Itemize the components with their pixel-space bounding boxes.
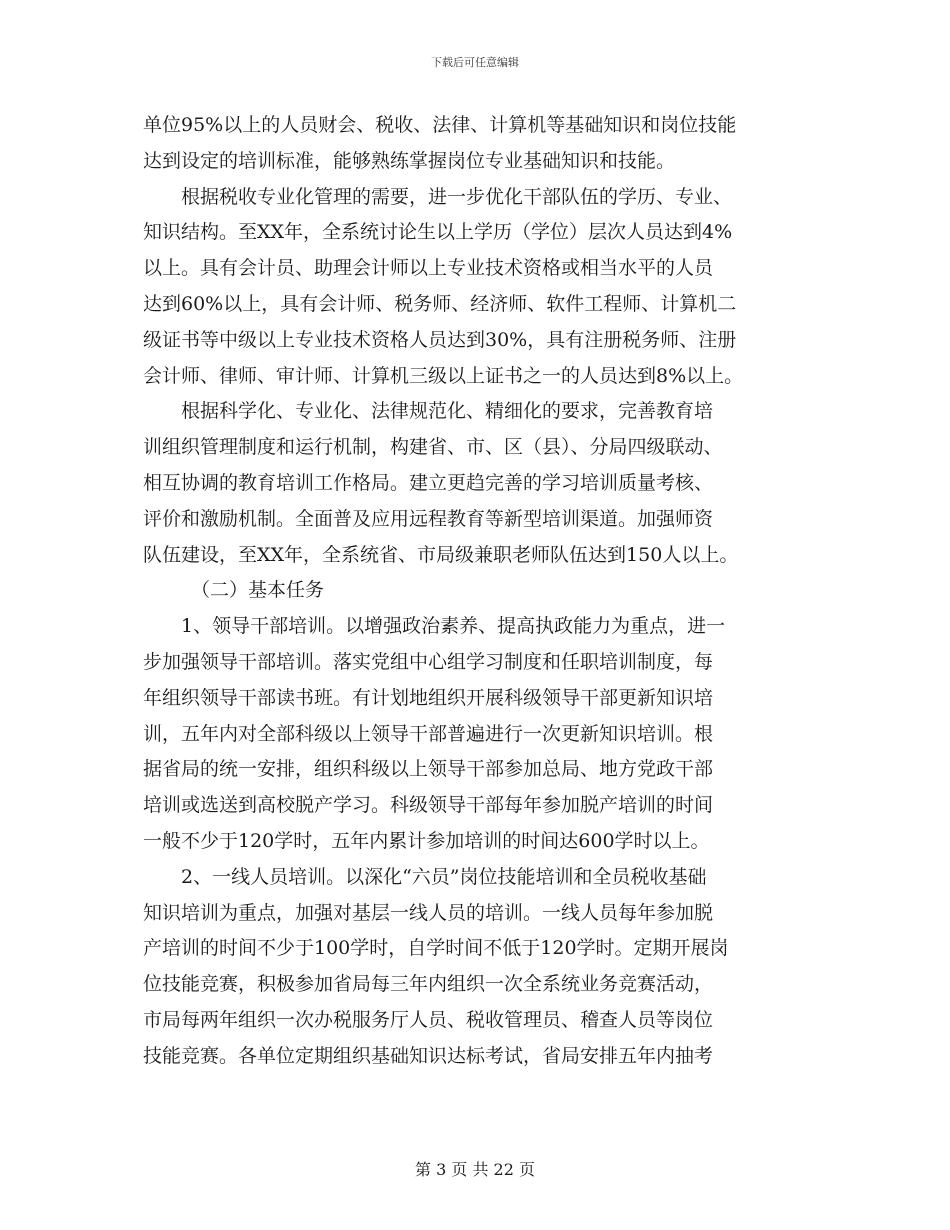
section-heading: （二）基本任务 <box>191 579 325 602</box>
body-line: 知识培训为重点，加强对基层一线人员的培训。一线人员每年参加脱 <box>143 901 714 924</box>
body-line: 训组织管理制度和运行机制，构建省、市、区（县）、分局四级联动、 <box>143 436 723 459</box>
document-body <box>143 108 813 1075</box>
body-line: 产培训的时间不少于100学时，自学时间不低于120学时。定期开展岗 <box>143 937 729 960</box>
page-header-note: 下载后可任意编辑 <box>431 56 519 69</box>
body-line: 以上。具有会计员、助理会计师以上专业技术资格或相当水平的人员 <box>143 257 714 280</box>
body-line: 年组织领导干部读书班。有计划地组织开展科级领导干部更新知识培 <box>143 686 714 709</box>
body-line: 知识结构。至XX年，全系统讨论生以上学历（学位）层次人员达到4% <box>143 221 733 244</box>
paragraph-start-line: 1、领导干部培训。以增强政治素养、提高执政能力为重点，进一 <box>181 615 726 638</box>
body-line: 级证书等中级以上专业技术资格人员达到30%，具有注册税务师、注册 <box>143 328 737 351</box>
body-line: 达到60%以上，具有会计师、税务师、经济师、软件工程师、计算机二 <box>143 292 737 315</box>
body-line: 单位95%以上的人员财会、税收、法律、计算机等基础知识和岗位技能 <box>143 114 737 136</box>
paragraph-start-line: 2、一线人员培训。以深化“六员”岗位技能培训和全员税收基础 <box>181 865 707 888</box>
body-line: 达到设定的培训标准，能够熟练掌握岗位专业基础知识和技能。 <box>143 149 676 172</box>
body-line: 一般不少于120学时，五年内累计参加培训的时间达600学时以上。 <box>143 829 710 852</box>
body-line: 培训或选送到高校脱产学习。科级领导干部每年参加脱产培训的时间 <box>143 794 714 817</box>
body-line: 评价和激励机制。全面普及应用远程教育等新型培训渠道。加强师资 <box>143 507 714 530</box>
paragraph-start-line: 根据科学化、专业化、法律规范化、精细化的要求，完善教育培 <box>181 400 714 423</box>
body-line: 步加强领导干部培训。落实党组中心组学习制度和任职培训制度，每 <box>143 650 714 673</box>
page-number-footer: 第 3 页 共 22 页 <box>415 1160 535 1179</box>
body-line: 据省局的统一安排，组织科级以上领导干部参加总局、地方党政干部 <box>143 758 714 781</box>
body-line: 会计师、律师、审计师、计算机三级以上证书之一的人员达到8%以上。 <box>143 364 744 387</box>
body-line: 位技能竞赛，积极参加省局每三年内组织一次全系统业务竞赛活动， <box>143 973 714 996</box>
body-line: 队伍建设，至XX年，全系统省、市局级兼职老师队伍达到150人以上。 <box>143 543 739 566</box>
body-line: 市局每两年组织一次办税服务厅人员、税收管理员、稽查人员等岗位 <box>143 1008 714 1031</box>
body-line: 相互协调的教育培训工作格局。建立更趋完善的学习培训质量考核、 <box>143 471 714 494</box>
paragraph-start-line: 根据税收专业化管理的需要，进一步优化干部队伍的学历、专业、 <box>181 185 733 208</box>
body-line: 训，五年内对全部科级以上领导干部普遍进行一次更新知识培训。根 <box>143 722 714 745</box>
body-line: 技能竞赛。各单位定期组织基础知识达标考试，省局安排五年内抽考 <box>143 1044 714 1067</box>
